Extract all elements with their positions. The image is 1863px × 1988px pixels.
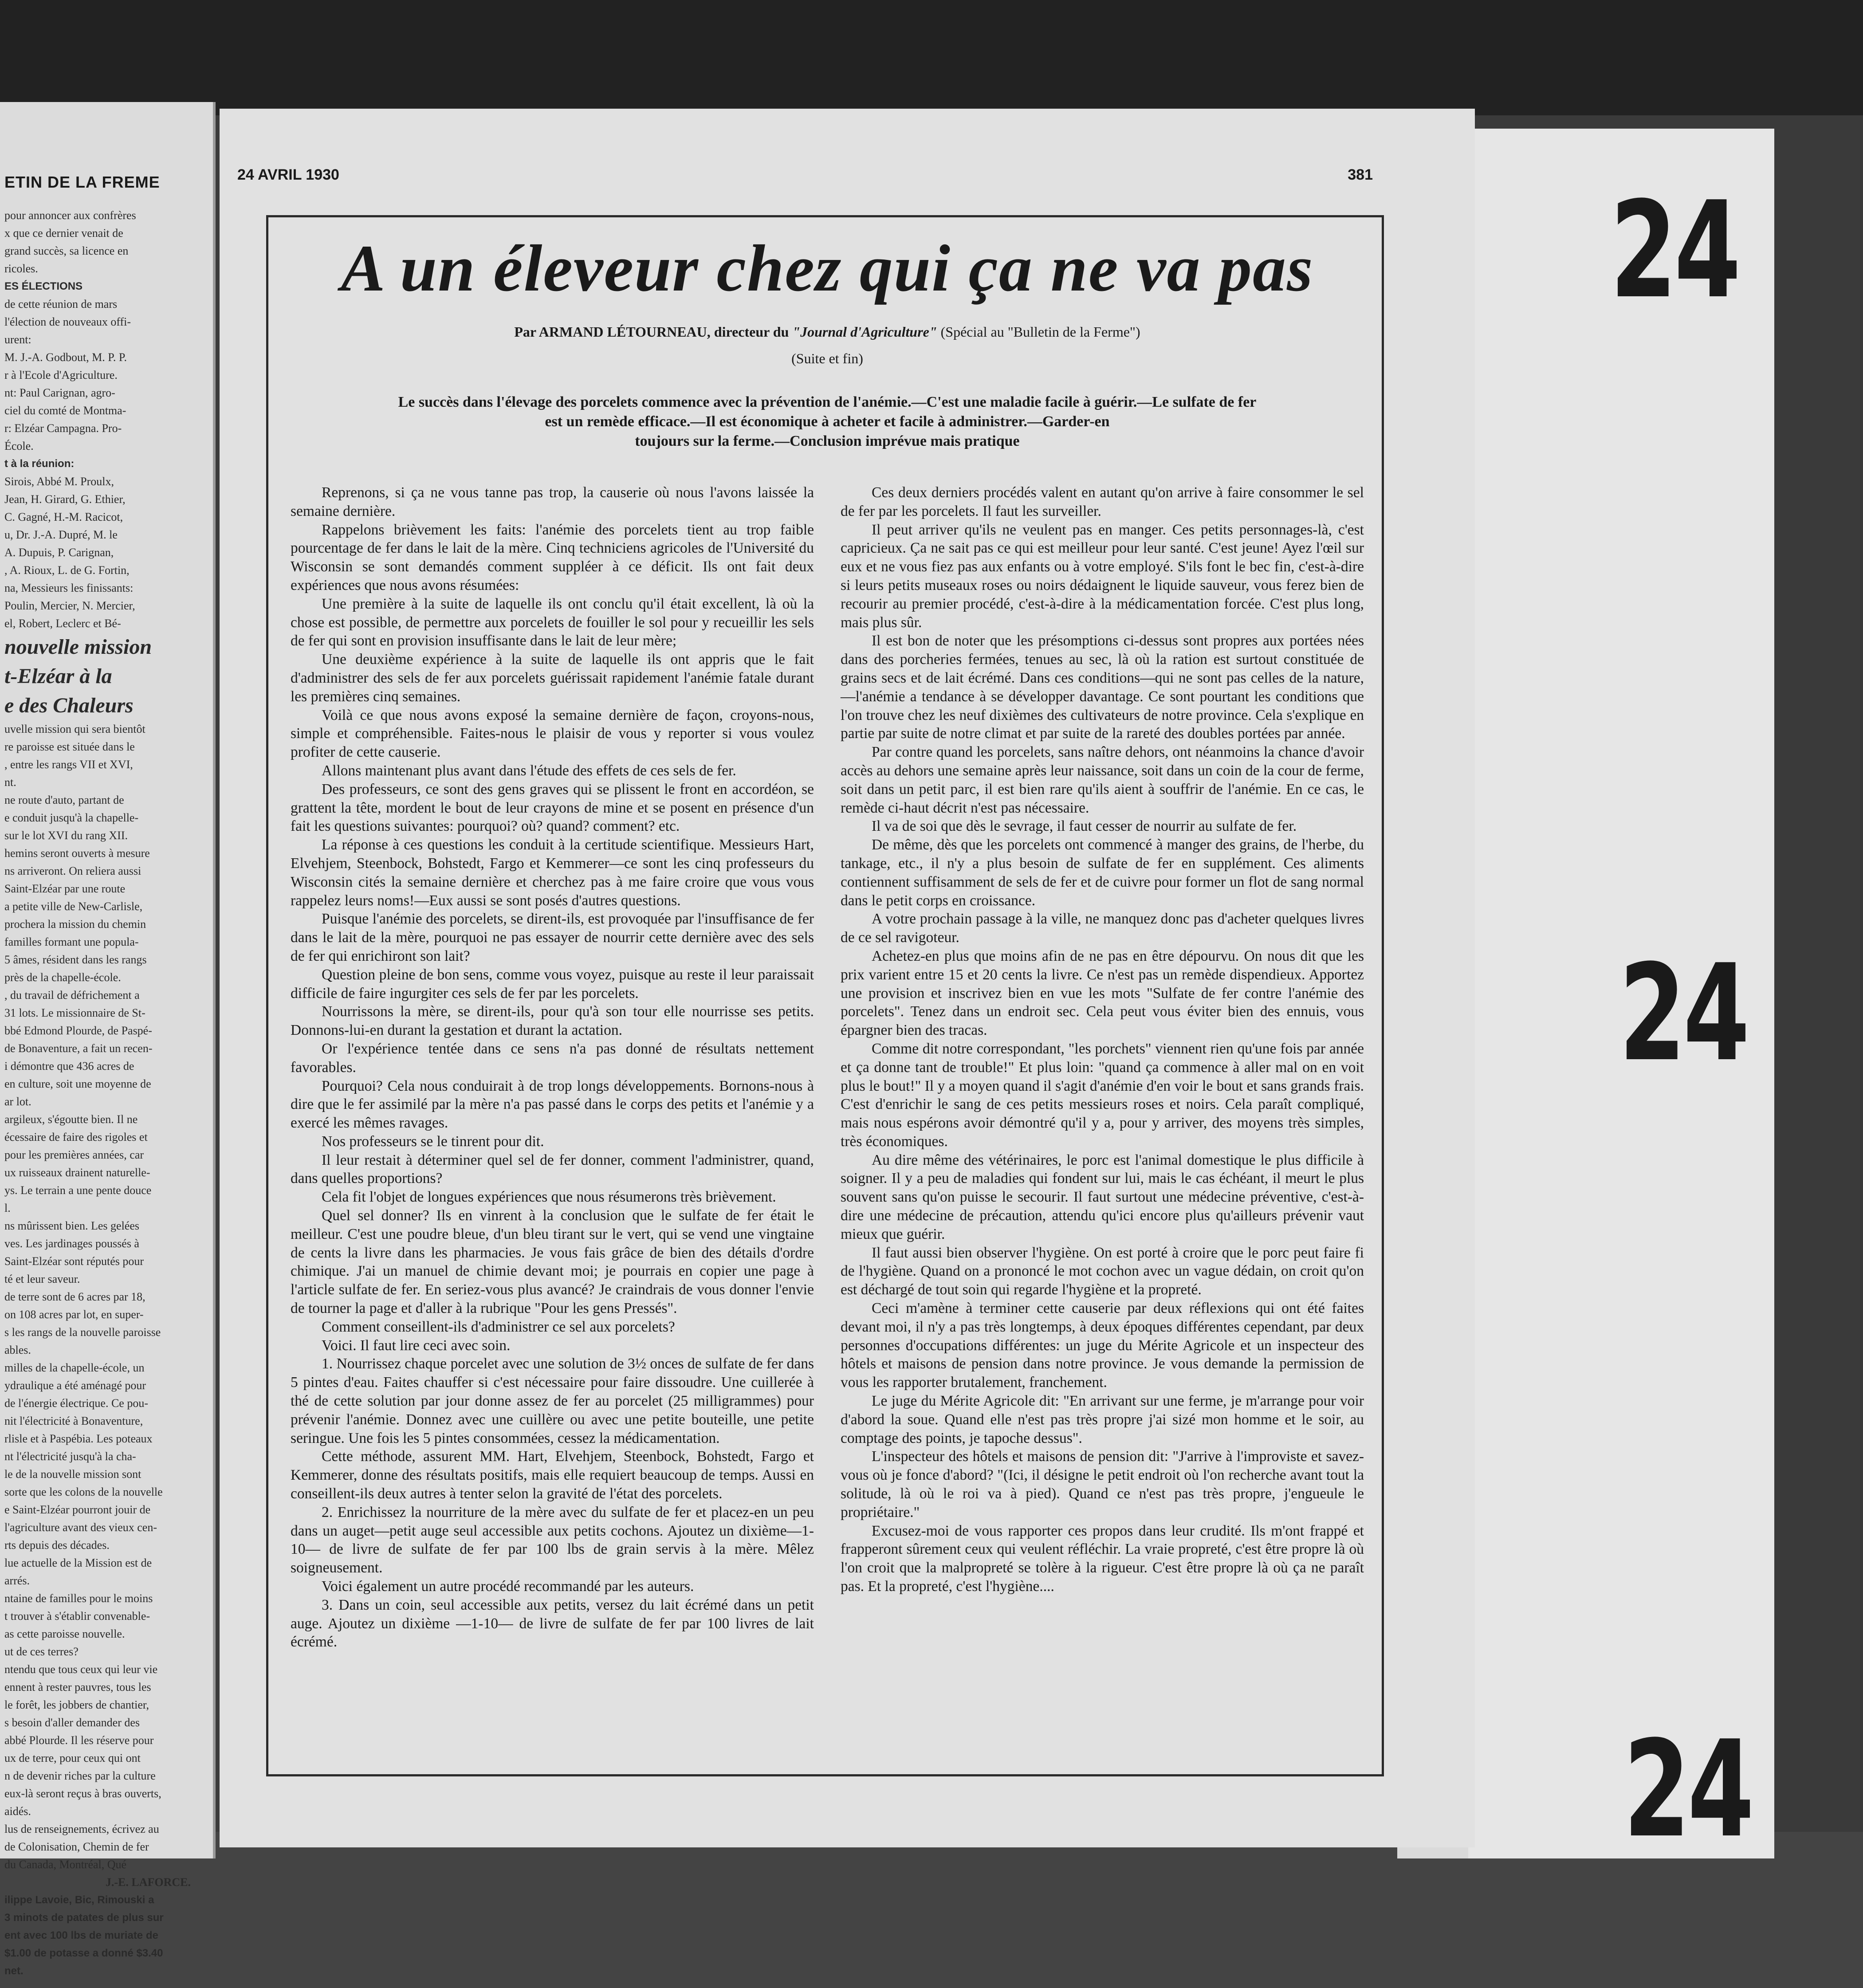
adjacent-page-line: familles formant une popula- xyxy=(4,935,139,948)
adjacent-page-line: on 108 acres par lot, en super- xyxy=(4,1308,144,1321)
article-paragraph: Or l'expérience tentée dans ce sens n'a pas donné de résultats nettement favorables. xyxy=(291,1040,814,1076)
adjacent-page-line: ricoles. xyxy=(4,262,38,275)
adjacent-page-line: té et leur saveur. xyxy=(4,1273,80,1285)
article-paragraph: Allons maintenant plus avant dans l'étude des effets de ces sels de fer. xyxy=(322,762,736,779)
adjacent-page-line: de terre sont de 6 acres par 18, xyxy=(4,1290,145,1303)
adjacent-page-line: , du travail de défrichement a xyxy=(4,989,140,1002)
article-column-right xyxy=(841,483,1364,1761)
adjacent-page-line: ves. Les jardinages poussés à xyxy=(4,1237,139,1250)
corner-number-top: 24 xyxy=(1610,173,1739,328)
article-paragraph: Une première à la suite de laquelle ils ont conclu qu'il était excellent, là où la chose est possible, de permettre aux porcelets de fouiller le sol pour y recueillir les sels de fer qui sont en provision insuffisante dans le lait de leur mère; xyxy=(291,595,814,649)
article-paragraph: Ces deux derniers procédés valent en autant qu'on arrive à faire consommer le sel de fer par les porcelets. Il faut les surveiller. xyxy=(841,484,1364,519)
adjacent-page-line: nt: Paul Carignan, agro- xyxy=(4,386,115,399)
adjacent-page-line: bbé Edmond Plourde, de Paspé- xyxy=(4,1024,152,1037)
adjacent-page-line: re paroisse est située dans le xyxy=(4,740,135,753)
adjacent-page-line: t-Elzéar à la xyxy=(4,664,112,688)
adjacent-page-line: ables. xyxy=(4,1344,31,1356)
article-paragraph: De même, dès que les porcelets ont commencé à manger des grains, de l'herbe, du tankage, etc., il n'y a plus besoin de sulfate de fer en supplément. Ces aliments contiennent suffisamment de sels de fer et de cuivre pour former un flot de sang normal dans le petit corps en croissance. xyxy=(841,837,1364,909)
summary-line: toujours sur la ferme.—Conclusion imprévue mais pratique xyxy=(635,433,1020,449)
adjacent-page-line: Saint-Elzéar sont réputés pour xyxy=(4,1255,144,1268)
adjacent-page-line: , A. Rioux, L. de G. Fortin, xyxy=(4,564,130,577)
article-suite: (Suite et fin) xyxy=(791,350,863,366)
adjacent-page-line: u, Dr. J.-A. Dupré, M. le xyxy=(4,528,118,541)
article-paragraph: Comment conseillent-ils d'administrer ce sel aux porcelets? xyxy=(322,1318,675,1335)
adjacent-page-line: nt. xyxy=(4,776,16,789)
adjacent-page-line: ar lot. xyxy=(4,1095,31,1108)
article-paragraph: La réponse à ces questions les conduit à la certitude scientifique. Messieurs Hart, Elvehjem, Steenbock, Bohstedt, Fargo et Kemmerer—ce sont les cinq professeurs du Wisconsin cités la semaine dernière et cherchez pas à me faire croire que vous vous rappelez leurs noms!—Eux aussi se sont posés d'autres questions. xyxy=(291,837,814,909)
adjacent-page-line: nt l'électricité jusqu'à la cha- xyxy=(4,1450,136,1463)
article-byline xyxy=(286,324,1368,340)
article-paragraph: Excusez-moi de vous rapporter ces propos dans leur crudité. Ils m'ont frappé et frapperont sûrement ceux qui veulent réfléchir. La vraie propreté, c'est être propre là où l'on croit que la malpropreté se tolère à la rigueur. C'est être propre là où ça ne paraît pas. Et la propreté, c'est l'hygiène.... xyxy=(841,1522,1364,1595)
scan-background-top xyxy=(0,0,1863,115)
adjacent-page-line: 3 minots de patates de plus sur xyxy=(4,1912,164,1924)
adjacent-page-line: ciel du comté de Montma- xyxy=(4,404,126,417)
article-paragraph: Comme dit notre correspondant, "les porchets" viennent rien qu'une fois par année et ça donne tant de trouble!" Et plus loin: "quand ça commence à aller mal on en voit plus le bout!" Il y a moyen quand il s'agit d'anémie d'en voir le bout et sans grands frais. C'est d'enrichir le sang de ces petits messieurs roses et noirs. Cela paraît compliqué, mais nous espérons avoir démontré qu'il y a, pour y arriver, des moyens très simples, très économiques. xyxy=(841,1040,1364,1150)
adjacent-page-line: de l'énergie électrique. Ce pou- xyxy=(4,1397,149,1410)
adjacent-page-line: de Bonaventure, a fait un recen- xyxy=(4,1042,153,1055)
adjacent-page-line: l'agriculture avant des vieux cen- xyxy=(4,1521,157,1534)
article-summary xyxy=(268,393,1386,451)
adjacent-page-line: ux de terre, pour ceux qui ont xyxy=(4,1752,141,1764)
adjacent-page-line: prochera la mission du chemin xyxy=(4,918,146,931)
adjacent-page-line: t trouver à s'établir convenable- xyxy=(4,1610,150,1623)
summary-line: Le succès dans l'élevage des porcelets commence avec la prévention de l'anémie.—C'est une maladie facile à guérir.—Le sulfate de fer xyxy=(398,394,1257,410)
adjacent-page-line: École. xyxy=(4,440,34,452)
adjacent-page-line: 5 âmes, résident dans les rangs xyxy=(4,953,147,966)
article-paragraph: Il faut aussi bien observer l'hygiène. On est porté à croire que le porc peut faire fi de l'hygiène. Quand on a prononcé le mot cochon avec un vague dédain, on croit qu'on est déchargé de tout soin qui regarde l'hygiène et la propreté. xyxy=(841,1244,1364,1298)
article-paragraph: L'inspecteur des hôtels et maisons de pension dit: "J'arrive à l'improviste et savez-vous où je fonce d'abord? "(Ici, il désigne le petit endroit où l'on recherche avant tout la solitude, là où le roi va à pied). Quand ce n'est pas très propre, j'engueule le propriétaire." xyxy=(841,1448,1364,1520)
article-paragraph: Il va de soi que dès le sevrage, il faut cesser de nourrir au sulfate de fer. xyxy=(872,818,1297,835)
adjacent-page-line: e conduit jusqu'à la chapelle- xyxy=(4,811,139,824)
adjacent-page-line: en culture, soit une moyenne de xyxy=(4,1077,151,1090)
article-paragraph: Rappelons brièvement les faits: l'anémie des porcelets tient au trop faible pourcentage de fer dans le lait de la mère. Cinq techniciens agricoles de l'Université du Wisconsin se sont demandés comment suppléer à ce déficit. Ils ont fait deux expériences que nous avons résumées: xyxy=(291,521,814,593)
adjacent-page-line: nit l'électricité à Bonaventure, xyxy=(4,1414,143,1427)
adjacent-page-line: ent avec 100 lbs de muriate de xyxy=(4,1929,158,1941)
adjacent-page-line: écessaire de faire des rigoles et xyxy=(4,1131,148,1143)
adjacent-page-line: nouvelle mission xyxy=(4,635,152,659)
adjacent-page-line: l'élection de nouveaux offi- xyxy=(4,315,131,328)
adjacent-page-line: eux-là seront reçus à bras ouverts, xyxy=(4,1787,161,1800)
article-paragraph: Nos professeurs se le tinrent pour dit. xyxy=(322,1133,544,1150)
adjacent-page-line: Poulin, Mercier, N. Mercier, xyxy=(4,599,135,612)
adjacent-page-line: s les rangs de la nouvelle paroisse xyxy=(4,1326,161,1339)
adjacent-page-line: rlisle et à Paspébia. Les poteaux xyxy=(4,1432,153,1445)
adjacent-page-line: e Saint-Elzéar pourront jouir de xyxy=(4,1503,151,1516)
adjacent-page-line: hemins seront ouverts à mesure xyxy=(4,847,150,860)
article-paragraph: Au dire même des vétérinaires, le porc est l'animal domestique le plus difficile à soigner. Il y a peu de maladies qui fondent sur lui, mais le cas échéant, il meurt le plus souvent sans qu'on puisse le secourir. Il faut surtout une médecine préventive, c'est-à-dire une médecine de précaution, attendu qu'ici encore plus qu'ailleurs prévenir vaut mieux que guérir. xyxy=(841,1151,1364,1242)
adjacent-page-line: argileux, s'égoutte bien. Il ne xyxy=(4,1113,138,1126)
adjacent-page-line: ES ÉLECTIONS xyxy=(4,280,83,292)
adjacent-page-line: $1.00 de potasse a donné $3.40 xyxy=(4,1947,163,1959)
adjacent-page-line: ut de ces terres? xyxy=(4,1645,79,1658)
adjacent-page-line: i démontre que 436 acres de xyxy=(4,1060,134,1073)
adjacent-page-line: ydraulique a été aménagé pour xyxy=(4,1379,146,1392)
adjacent-page-line: as cette paroisse nouvelle. xyxy=(4,1627,125,1640)
adjacent-page-line: ns mûrissent bien. Les gelées xyxy=(4,1219,139,1232)
adjacent-page-line: le de la nouvelle mission sont xyxy=(4,1468,141,1481)
byline-author: Par ARMAND LÉTOURNEAU, directeur du xyxy=(514,324,793,340)
adjacent-page-line: pour les premières années, car xyxy=(4,1148,144,1161)
article-body xyxy=(291,483,1364,1761)
adjacent-page-line: rts depuis des décades. xyxy=(4,1539,110,1552)
adjacent-page-line: ilippe Lavoie, Bic, Rimouski a xyxy=(4,1894,154,1906)
adjacent-page-line: Jean, H. Girard, G. Ethier, xyxy=(4,493,126,506)
adjacent-page-line: de cette réunion de mars xyxy=(4,298,118,310)
article-paragraph: Ceci m'amène à terminer cette causerie par deux réflexions qui ont été faites devant moi, il n'y a pas très longtemps, à deux époques différentes cependant, par deux personnes d'occupations différentes: un juge du Mérite Agricole et un inspecteur des hôtels et maisons de pension dans notre province. Je vous demande la permission de vous les rapporter brutalement, franchement. xyxy=(841,1300,1364,1391)
article-paragraph: Achetez-en plus que moins afin de ne pas en être dépourvu. On nous dit que les prix varient entre 15 et 20 cents la livre. Ce n'est pas un remède dispendieux. Apportez une provision et inscrivez bien en vue les mots "Sulfate de fer contre l'anémie des porcelets". Tenez dans un endroit sec. Cela peut vous éviter bien des ennuis, vous épargner bien des tracas. xyxy=(841,947,1364,1039)
adjacent-page-line: lue actuelle de la Mission est de xyxy=(4,1556,152,1569)
corner-number-middle: 24 xyxy=(1619,936,1748,1091)
summary-line: est un remède efficace.—Il est économique à acheter et facile à administrer.—Garder-en xyxy=(545,413,1110,430)
adjacent-page-line: le forêt, les jobbers de chantier, xyxy=(4,1698,149,1711)
article-paragraph: Une deuxième expérience à la suite de laquelle ils ont appris que le fait d'administrer des sels de fer aux porcelets guérissait rapidement l'anémie fatale durant les premières cinq semaines. xyxy=(291,651,814,705)
article-paragraph: 2. Enrichissez la nourriture de la mère avec du sulfate de fer et placez-en un peu dans un auget—petit auge seul accessible aux petits cochons. Ajoutez un dixième—1-10— de livre de sulfate de fer par 100 lbs de grain servis à la mère. Mêlez soigneusement. xyxy=(291,1504,814,1576)
adjacent-page-line: el, Robert, Leclerc et Bé- xyxy=(4,617,121,630)
adjacent-page-line: abbé Plourde. Il les réserve pour xyxy=(4,1734,154,1747)
adjacent-page-line: milles de la chapelle-école, un xyxy=(4,1361,145,1374)
adjacent-page-line: aidés. xyxy=(4,1805,31,1818)
adjacent-page-line: J.-E. LAFORCE. xyxy=(105,1876,191,1889)
adjacent-page-line: de Colonisation, Chemin de fer xyxy=(4,1840,149,1853)
adjacent-page-line: lus de renseignements, écrivez au xyxy=(4,1823,159,1835)
adjacent-page-line: na, Messieurs les finissants: xyxy=(4,581,134,594)
adjacent-page-line: C. Gagné, H.-M. Racicot, xyxy=(4,511,123,523)
article-paragraph: 1. Nourrissez chaque porcelet avec une solution de 3½ onces de sulfate de fer dans 5 pintes d'eau. Faites chauffer si c'est nécessaire pour faire dissoudre. Une cuillerée à thé de cette solution par jour donne assez de fer au porcelet (25 milligrammes) pour prévenir l'anémie. Donnez avec une cuillère ou avec une petite bouteille, une petite seringue. Une fois les 5 pintes consommées, cessez la médicamentation. xyxy=(291,1355,814,1446)
adjacent-page-line: a petite ville de New-Carlisle, xyxy=(4,900,143,913)
adjacent-page-text xyxy=(4,208,191,1982)
article-paragraph: Voici également un autre procédé recommandé par les auteurs. xyxy=(322,1578,694,1595)
adjacent-page-line: ntendu que tous ceux qui leur vie xyxy=(4,1663,158,1676)
article-paragraph: Nourrissons la mère, se dirent-ils, pour qu'à son tour elle nourrisse ses petits. Donnons-lui-en durant la gestation et durant la actation. xyxy=(291,1003,814,1039)
adjacent-page-line: ne route d'auto, partant de xyxy=(4,794,124,806)
article-frame xyxy=(266,215,1384,1776)
newspaper-page xyxy=(220,109,1475,1847)
adjacent-page-line: x que ce dernier venait de xyxy=(4,227,123,240)
adjacent-page-line: l. xyxy=(4,1202,11,1214)
article-paragraph: Quel sel donner? Ils en vinrent à la conclusion que le sulfate de fer était le meilleur. C'est une poudre bleue, d'un bleu tirant sur le vert, qui se vend une vingtaine de cents la livre dans les pharmacies. Je vous fais grâce de bien des détails d'ordre chimique. J'ai un manuel de chimie devant moi; je pourrais en copier une page à l'article sulfate de fer. En seriez-vous plus avancé? Je craindrais de vous donner l'envie de tourner la page et d'aller à la rubrique "Pour les gens Pressés". xyxy=(291,1207,814,1317)
adjacent-page-header: ETIN DE LA FREME xyxy=(4,173,160,191)
adjacent-page-line: A. Dupuis, P. Carignan, xyxy=(4,546,114,559)
adjacent-page-line: n de devenir riches par la culture xyxy=(4,1769,156,1782)
adjacent-page-line: ennent à rester pauvres, tous les xyxy=(4,1681,151,1693)
adjacent-page-line: net. xyxy=(4,1965,24,1977)
adjacent-page-line: Sirois, Abbé M. Proulx, xyxy=(4,475,114,488)
article-paragraph: Puisque l'anémie des porcelets, se dirent-ils, est provoquée par l'insuffisance de fer dans le lait de la mère, pourquoi ne pas essayer de nourrir cette dernière avec des sels de fer qui enrichiront son lait? xyxy=(291,911,814,964)
article-paragraph: Cela fit l'objet de longues expériences que nous résumerons très brièvement. xyxy=(322,1189,776,1206)
corner-number-bottom: 24 xyxy=(1623,1712,1752,1867)
adjacent-page-line: t à la réunion: xyxy=(4,458,75,470)
adjacent-page-line: , entre les rangs VII et XVI, xyxy=(4,758,133,771)
article-paragraph: Il est bon de noter que les présomptions ci-dessus sont propres aux portées nées dans des porcheries fermées, tenues au sec, là où la ration est surtout constituée de grains secs et de lait écrémé. Dans ces conditions—qui ne sont pas celles de la nature,—l'anémie a tendance à se développer davantage. Ce sont pourtant les conditions que l'on trouve chez les neuf dixièmes des cultivateurs de notre province. Cela s'explique en partie par suite de notre climat et par suite de la rareté des doubles portées par année. xyxy=(841,633,1364,742)
page-date: 24 AVRIL 1930 xyxy=(237,166,339,183)
byline-journal: "Journal d'Agriculture" xyxy=(792,324,937,340)
adjacent-page-line: du Canada, Montréal, Qué xyxy=(4,1858,127,1871)
article-paragraph: Le juge du Mérite Agricole dit: "En arrivant sur une ferme, je m'arrange pour voir d'abord la soue. Quand elle n'est pas très propre j'ai sizé mon homme et le soir, au comptage des points, je tapoche dessus". xyxy=(841,1393,1364,1446)
article-paragraph: Pourquoi? Cela nous conduirait à de trop longs développements. Bornons-nous à dire que le fer assimilé par la mère n'a pas passé dans le corps des petits et l'anémie y a exercé les mêmes ravages. xyxy=(291,1077,814,1132)
adjacent-page-line: e des Chaleurs xyxy=(4,694,134,717)
adjacent-page-line: ntaine de familles pour le moins xyxy=(4,1592,153,1605)
adjacent-page-line: arrés. xyxy=(4,1574,30,1587)
adjacent-page-line: r: Elzéar Campagna. Pro- xyxy=(4,422,122,435)
article-paragraph: Cette méthode, assurent MM. Hart, Elvehjem, Steenbock, Bohstedt, Fargo et Kemmerer, donne des résultats positifs, mais elle requiert beaucoup de temps. Aussi en conseillent-ils deux autres à tenter selon la gravité de l'état des porcelets. xyxy=(291,1448,814,1502)
adjacent-page-left xyxy=(0,102,216,1977)
article-paragraph: Il peut arriver qu'ils ne veulent pas en manger. Ces petits personnages-là, c'est capricieux. Ça ne sait pas ce qui est meilleur pour leur santé. C'est jeune! Ayez l'œil sur eux et ne vous fiez pas aux enfants ou à votre employé. S'ils font le bec fin, c'est-à-dire si leurs petits museaux roses ou noirs dédaignent le liquide sauveur, vous ferez bien de recourir au premier procédé, c'est-à-dire à la médicamentation forcée. C'est plus long, mais plus sûr. xyxy=(841,521,1364,631)
adjacent-page-line: ys. Le terrain a une pente douce xyxy=(4,1184,152,1197)
byline-special: (Spécial au "Bulletin de la Ferme") xyxy=(937,324,1140,340)
adjacent-page-line: ux ruisseaux drainent naturelle- xyxy=(4,1166,150,1179)
adjacent-page-line: M. J.-A. Godbout, M. P. P. xyxy=(4,351,127,364)
adjacent-page-line: ns arriveront. On reliera aussi xyxy=(4,864,141,877)
adjacent-page-line: Saint-Elzéar par une route xyxy=(4,882,126,895)
article-paragraph: Question pleine de bon sens, comme vous voyez, puisque au reste il leur paraissait difficile de faire ingurgiter ces sels de fer par les porcelets. xyxy=(291,966,814,1002)
article-paragraph: Voilà ce que nous avons exposé la semaine dernière de façon, croyons-nous, simple et compréhensible. Faites-nous le plaisir de vous y reporter si vous voulez profiter de cette causerie. xyxy=(291,707,814,761)
article-paragraph: Par contre quand les porcelets, sans naître dehors, ont néanmoins la chance d'avoir accès au dehors une semaine après leur naissance, soit dans un coin de la cour de ferme, soit dans un petit parc, il est bien rare qu'ils aient à souffrir de l'anémie. En ce cas, le remède ci-haut décrit n'est pas nécessaire. xyxy=(841,744,1364,816)
adjacent-page-line: sur le lot XVI du rang XII. xyxy=(4,829,128,842)
article-title: A un éleveur chez qui ça ne va pas xyxy=(341,232,1314,305)
article-paragraph: A votre prochain passage à la ville, ne manquez donc pas d'acheter quelques livres de ce sel ravigoteur. xyxy=(841,911,1364,946)
article-paragraph: Reprenons, si ça ne vous tanne pas trop, la causerie où nous l'avons laissée la semaine dernière. xyxy=(291,484,814,519)
adjacent-page-line: sorte que les colons de la nouvelle xyxy=(4,1485,163,1498)
page-number: 381 xyxy=(1348,166,1373,183)
article-column-left xyxy=(291,483,814,1761)
adjacent-page-line: s besoin d'aller demander des xyxy=(4,1716,140,1729)
page-header xyxy=(237,166,1373,189)
adjacent-page-line: pour annoncer aux confrères xyxy=(4,209,136,222)
article-paragraph: Il leur restait à déterminer quel sel de fer donner, comment l'administrer, quand, dans quelles proportions? xyxy=(291,1151,814,1187)
adjacent-page-line: uvelle mission qui sera bientôt xyxy=(4,723,145,735)
article-paragraph: Voici. Il faut lire ceci avec soin. xyxy=(322,1337,511,1354)
adjacent-page-line: près de la chapelle-école. xyxy=(4,971,121,984)
adjacent-page-line: r à l'Ecole d'Agriculture. xyxy=(4,369,118,381)
adjacent-page-line: grand succès, sa licence en xyxy=(4,244,129,257)
article-paragraph: Des professeurs, ce sont des gens graves qui se plissent le front en accordéon, se grattent la tête, mordent le bout de leur crayons de mine et se posent en présence d'un fait les questions suivantes: pourquoi? où? quand? comment? etc. xyxy=(291,781,814,835)
article-paragraph: 3. Dans un coin, seul accessible aux petits, versez du lait écrémé dans un petit auge. Ajoutez un dixième —1-10— de livre de sulfate de fer par 100 livres de lait écrémé. xyxy=(291,1596,814,1650)
adjacent-page-line: 31 lots. Le missionnaire de St- xyxy=(4,1006,145,1019)
adjacent-page-line: urent: xyxy=(4,333,31,346)
